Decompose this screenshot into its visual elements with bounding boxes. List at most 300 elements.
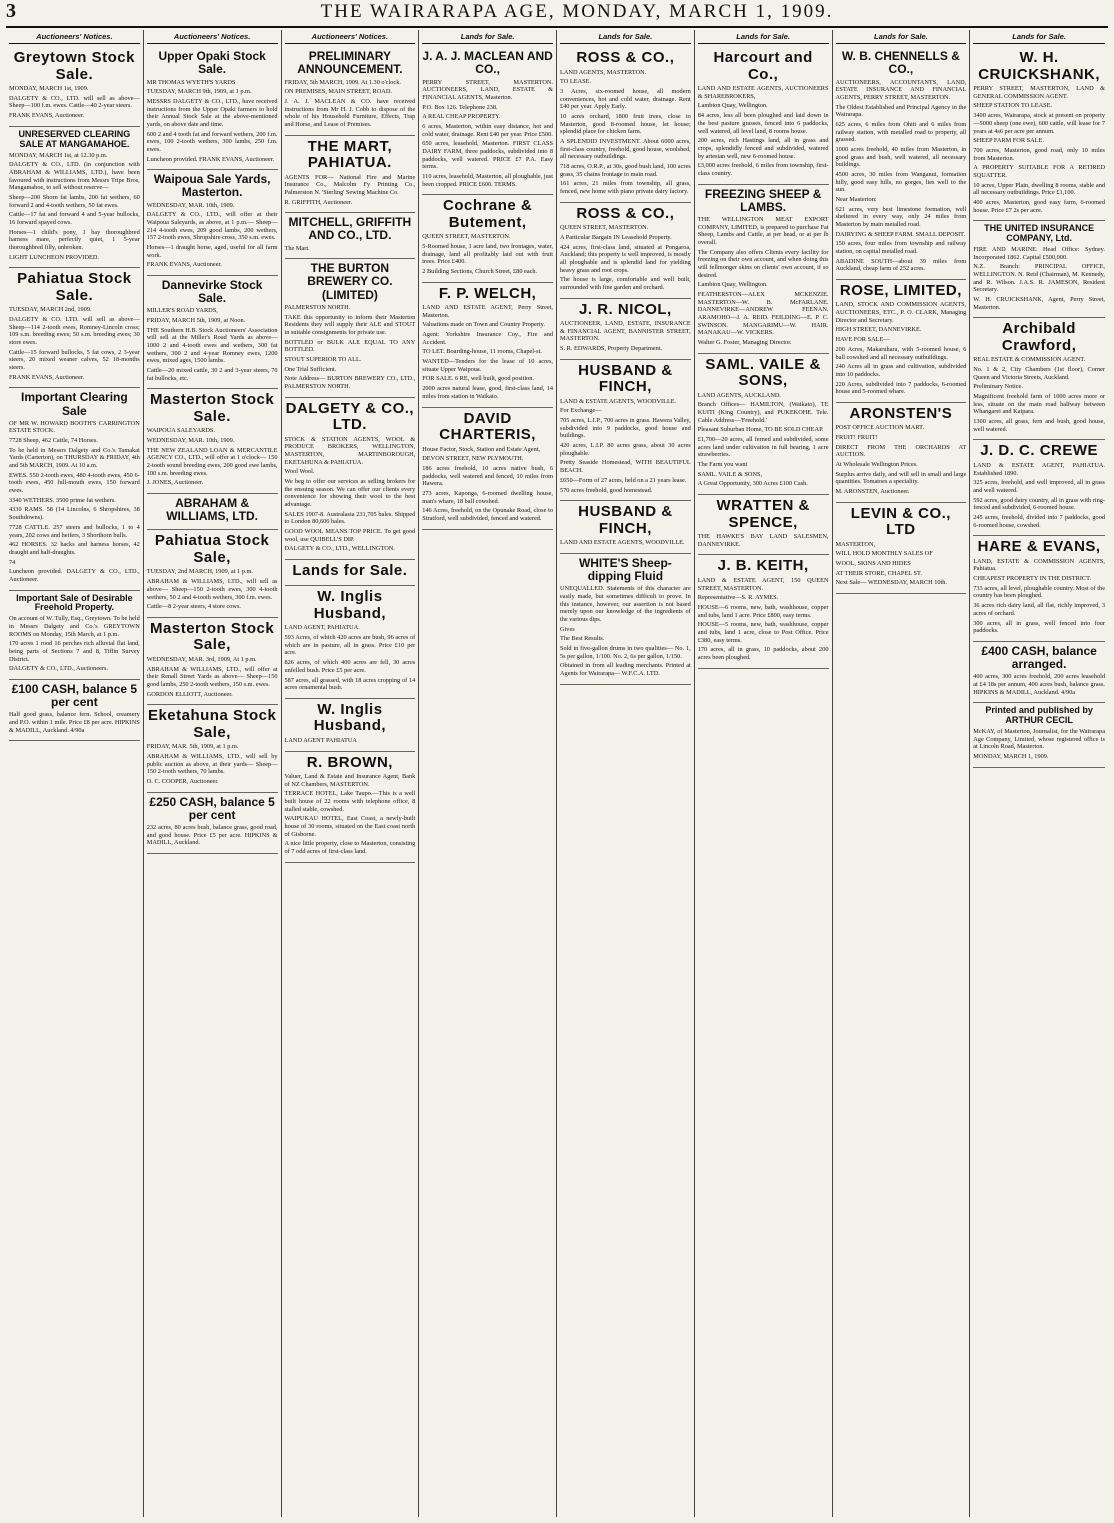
advertisement (973, 221, 1105, 318)
advertisement (973, 536, 1105, 642)
advertisement-paragraph: R. GRIFFITH, Auctioneer. (284, 198, 353, 206)
advertisement-paragraph: 650 acres, leasehold, Masterton. FIRST CLASS DAIRY FARM, three paddocks, subdivided into 8 paddocks, well watered. PRICE £7 P.A. Easy terms. (422, 140, 553, 171)
advertisement-paragraph: The Best Results. (560, 635, 605, 643)
advertisement-title: J. B. KEITH, (717, 557, 809, 575)
advertisement-paragraph: A Particular Bargain IN Leasehold Property. (560, 233, 672, 241)
advertisement-title: J. R. NICOL, (579, 300, 672, 318)
advertisement-paragraph: J. A. J. MACLEAN & CO. have received instructions from Mr H. J. Cobb to dispose of the whole of his Household Furniture, Effects, Trap and Horse, and Lease of Premises. (284, 97, 416, 128)
advertisement (285, 752, 416, 863)
advertisement-paragraph: Walter G. Foster, Managing Director. (697, 338, 792, 346)
advertisement-paragraph: 245 acres, freehold, divided into 7 paddocks, good 6-roomed house, cowshed. (973, 513, 1105, 529)
advertisement-title: LEVIN & CO., LTD (850, 504, 951, 539)
advertisement-title: Masterton Stock Sale. (150, 391, 275, 425)
advertisement-paragraph: TERRACE HOTEL, Lake Taupo.—This is a well built house of 22 rooms with telephone office, 8 stalled stable, cowshed. (284, 790, 416, 813)
advertisement-title: Important Sale of Desirable Freehold Property. (16, 592, 133, 613)
advertisement-title: J. D. C. CREWE (980, 442, 1099, 460)
advertisement (973, 642, 1105, 703)
advertisement-title: £400 CASH, balance arranged. (981, 643, 1097, 672)
column-heading: Lands for Sale. (973, 30, 1105, 44)
advertisement-paragraph: 718 acres, O.R.P., at 30s, good bush land, 100 acres grass, 35 chains frontage to main road. (560, 163, 691, 178)
advertisement-paragraph: GOOD WOOL MEANS TOP PRICE. To get good wool, use QUIBELL'S DIP. (284, 527, 416, 543)
advertisement-paragraph: A PROPERTY SUITABLE FOR A RETIRED SQUATTER. (973, 164, 1105, 179)
advertisement-title: Archibald Crawford, (1001, 320, 1077, 354)
advertisement-paragraph: DALGETY & CO., LTD. will sell as above— Sheep—100 f.m. ewes. Cattle—40 2-year steers. (9, 94, 140, 110)
advertisement-title: Lands for Sale. (292, 561, 408, 579)
column-5 (557, 30, 695, 1517)
advertisement-title: ABRAHAM & WILLIAMS, LTD. (166, 496, 258, 524)
advertisement-paragraph: 300 acres, all in grass, well fenced into four paddocks. (973, 619, 1105, 635)
advertisement (973, 318, 1105, 440)
advertisement-paragraph: FRANK EVANS, Auctioneer. (9, 373, 85, 381)
advertisement-paragraph: MONDAY, MARCH 1st, 1909. (9, 85, 89, 93)
advertisement-paragraph: LAND AND ESTATE AGENTS, WOODVILLE. (560, 539, 685, 547)
column-1 (6, 30, 144, 1517)
advertisement-paragraph: No. 1 & 2, City Chambers (1st floor), Corner Queen and Victoria Streets, Auckland. (973, 366, 1105, 381)
advertisement-paragraph: DAIRYING & SHEEP FARM. SMALL DEPOSIT. (835, 230, 966, 238)
advertisement-paragraph: FRIDAY, MAR. 5th, 1909, at 1 p.m. (146, 743, 239, 751)
advertisement-title: Greytown Stock Sale. (13, 49, 135, 83)
advertisement (560, 360, 691, 501)
advertisement-title: £250 CASH, balance 5 per cent (149, 794, 275, 822)
advertisement (836, 280, 967, 403)
advertisement (285, 213, 416, 259)
advertisement-paragraph: On account of W. Tully, Esq., Greytown. To be held in Messrs Dalgety and Co.'s GREYTOWN ROOMS on Monday, 15th March, at 1 p.m. (9, 615, 140, 638)
advertisement-paragraph: 700 acres, Masterton, good road, only 10 miles from Masterton. (973, 146, 1105, 162)
advertisement-paragraph: 186 acres freehold, 10 acres native bush, 6 paddocks, well watered and fenced, 10 miles from Hawera. (422, 464, 553, 488)
advertisement-title: W. B. CHENNELLS & CO., (841, 49, 960, 77)
advertisement-paragraph: Cattle—8 2-year steers, 4 store cows. (146, 603, 242, 611)
column-heading: Auctioneers' Notices. (285, 30, 416, 44)
advertisement-paragraph: LAND, STOCK AND COMMISSION AGENTS, AUCTIONEERS, ETC., P. O. CLARK, Managing Director and Secretary. (835, 301, 967, 324)
advertisement-paragraph: LAND AGENTS, MASTERTON. (560, 68, 647, 76)
advertisement-paragraph: 74 (9, 558, 16, 566)
advertisement-paragraph: AT THEIR STORE, CHAPEL ST. (835, 569, 922, 577)
advertisement-paragraph: LAND AGENT PAHIATUA (284, 736, 357, 744)
advertisement-paragraph: LAND & ESTATE AGENT, PAHIATUA. Established 1890. (973, 461, 1105, 477)
advertisement-paragraph: Lambton Quay, Wellington. (697, 102, 768, 110)
advertisement-paragraph: THE HAWKE'S BAY LAND SALESMEN, DANNEVIRKE. (697, 533, 829, 548)
advertisement-paragraph: Luncheon provided. FRANK EVANS, Auctioneer. (146, 155, 275, 163)
advertisement-paragraph: 6 acres, Masterton, within easy distance, hot and cold water, drainage. Rent £40 per year. Price £500. (422, 122, 553, 138)
advertisement-paragraph: FEATHERSTON—ALEX MCKENZIE. MASTERTON—W. B. McFARLANE. DANNEVIRKE—ANDREW FEENAN. ARAMOHO—J. A. REID. FEILDING—E. P. C. SWINSON. MANGARIMU—W. HAIR. MANAKAU—W. VICKERS. (697, 290, 829, 337)
advertisement-paragraph: £1,700—20 acres, all ferned and subdivided, some acres land under cultivation in full bearing, 1 acre strawberries. (697, 436, 829, 459)
advertisement-paragraph: To be held in Messrs Dalgety and Co.'s Tamakai Yards (Carterton), on THURSDAY & FRIDAY, 4th and 5th MARCH, 1909. At 10 a.m. (9, 446, 140, 470)
advertisement-paragraph: WAIPUKAU HOTEL, East Coast, a newly-built house of 30 rooms, situated on the East coast north of Gisborne. (284, 815, 416, 838)
advertisement (285, 136, 416, 214)
advertisement-paragraph: £3,000 acres freehold, 6 miles from township, first-class country. (697, 162, 829, 177)
advertisement-paragraph: 170 acres 1 rood 16 perches rich alluvial flat land, being parts of Sections 7 and 8, Tiffin Survey District. (9, 640, 140, 663)
advertisement-paragraph: 3340 WETHERS. 3500 prime fat wethers. (9, 496, 116, 504)
advertisement (422, 47, 553, 195)
advertisement (9, 388, 140, 590)
advertisement-paragraph: QUEEN STREET, MASTERTON. (560, 224, 649, 232)
advertisement-paragraph: Near Masterton: (835, 195, 877, 203)
advertisement (147, 793, 278, 854)
advertisement (147, 47, 278, 170)
advertisement-paragraph: MONDAY, MARCH 1, 1909. (973, 753, 1049, 761)
advertisement-paragraph: Valuations made on Town and Country Property. (422, 321, 545, 329)
advertisement-title: W. Inglis Husband, (313, 700, 387, 735)
advertisement-paragraph: Surplus arrive daily, and will sell in small and large quantities. Tomatoes a speciality. (835, 470, 967, 486)
advertisement-paragraph: DALGETY & CO., LTD. (in conjunction with ABRAHAM & WILLIAMS, LTD.), have been favoured with instructions from Messrs Tripe Bros, Mangamahoe, to sell without reserve— (9, 161, 140, 192)
advertisement (422, 195, 553, 282)
advertisement-paragraph: For Exchange— (560, 407, 602, 415)
advertisement-paragraph: AUCTIONEER, LAND, ESTATE, INSURANCE & FINANCIAL AGENT, BANNISTER STREET, MASTERTON. (560, 320, 691, 343)
advertisement-paragraph: STOCK & STATION AGENTS, WOOL & PRODUCE BROKERS, WELLINGTON, MASTERTON, MARTINBOROUGH, EKETAHUNA & PAHIATUA. (284, 435, 416, 466)
advertisement-paragraph: UNEQUALLED. Statements of this character are easily made, but sometimes difficult to prove. In this instance, however, our assertion is not based merely upon our knowledge of the ingredients of the various dips. (560, 585, 691, 623)
advertisement-paragraph: SHEEP STATION TO LEASE. (973, 102, 1053, 110)
advertisement-title: Pahiatua Stock Sale. (17, 270, 132, 304)
advertisement-paragraph: £650—Form of 27 acres, held on a 21 years lease. (560, 476, 687, 484)
advertisement-paragraph: OF MR W. HOWARD BOOTH'S CARRINGTON ESTATE STOCK. (9, 419, 140, 435)
columns-container (6, 30, 1108, 1517)
advertisement (698, 555, 829, 668)
advertisement-paragraph: FRANK EVANS, Auctioneer. (9, 112, 85, 120)
advertisement-paragraph: Magnificent freehold farm of 1000 acres more or less, situate on the main road halfway between Whangarei and Kaipara. (973, 393, 1105, 416)
advertisement-paragraph: Luncheon provided. DALGETY & CO., LTD., Auctioneer. (9, 568, 140, 583)
advertisement-paragraph: FRUIT! FRUIT! (835, 434, 878, 442)
advertisement-paragraph: McKAY, of Masterton, Journalist, for the Wairarapa Age Company, Limited, whose registered office is at Lincoln Road, Masterton. (973, 728, 1105, 751)
advertisement-title: DAVID CHARTERIS, (439, 409, 536, 443)
advertisement-paragraph: A Great Opportunity, 300 Acres £100 Cash. (697, 480, 808, 488)
advertisement-paragraph: 3400 acres, Wairarapa, stock at present on property—5000 sheep (one ewe), 600 cattle, will lease for 7 years at 4s6 per acre per annum. (973, 112, 1105, 135)
advertisement-paragraph: The house is large, comfortable and well built, surrounded with fine garden and orchard. (560, 276, 691, 291)
advertisement-title: UNRESERVED CLEARING SALE AT MANGAMAHOE. (18, 128, 131, 149)
advertisement-paragraph: WEDNESDAY, MAR. 10th, 1909. (146, 437, 235, 445)
advertisement-paragraph: MILLER'S ROAD YARDS, (146, 307, 218, 315)
advertisement-paragraph: 5-Roomed house, 1 acre land, two frontages, water, drainage, land all profitably laid out with fruit trees. Price £400. (422, 242, 553, 266)
advertisement-paragraph: At Wholesale Wellington Prices. (835, 461, 918, 469)
advertisement-paragraph: Next Sale— WEDNESDAY, MARCH 10th. (835, 579, 947, 587)
column-heading: Auctioneers' Notices. (147, 30, 278, 44)
advertisement-paragraph: HAVE FOR SALE— (835, 336, 890, 344)
advertisement-paragraph: 273 acres, Kaponga, 6-roomed dwelling house, man's whare, 18 ball cowshed. (422, 489, 553, 505)
advertisement-paragraph: One Trial Sufficient. (284, 365, 337, 373)
advertisement-title: HUSBAND & FINCH, (578, 361, 673, 396)
advertisement-paragraph: Horses—1 draught horse, aged, useful for all farm work. (146, 243, 278, 259)
advertisement-paragraph: WEDNESDAY, MAR. 10th, 1909. (146, 201, 235, 209)
advertisement-paragraph: DALGETY & CO. LTD. will sell as above— Sheep—114 2-tooth ewes, Romney-Lincoln cross; 109 s.m. breeding ewes; 50 s.m. breeding ewes; 30 store ewes. (9, 316, 140, 347)
advertisement-paragraph: POST OFFICE AUCTION MART. (835, 424, 925, 432)
advertisement-paragraph: 570 acres freehold, good homestead. (560, 486, 653, 494)
advertisement-paragraph: P.O. Box 126. Telephone 238. (422, 103, 498, 111)
advertisement-paragraph: Obtained in from all leading merchants. Printed at Agents for Wairarapa— W.F.C.A. LTD. (560, 662, 691, 677)
advertisement-paragraph: 36 acres rich dairy land, all flat, richly improved, 3 acres of orchard. (973, 602, 1105, 617)
advertisement-paragraph: FIRE AND MARINE. Head Office: Sydney. Incorporated 1862. Capital £500,000. (973, 246, 1105, 261)
advertisement (422, 283, 553, 408)
advertisement-paragraph: 110 acres, leasehold, Masterton, all ploughable, just been cropped. PRICE £600. TERMS. (422, 172, 553, 188)
advertisement-title: MITCHELL, GRIFFITH AND CO., LTD. (288, 215, 412, 243)
advertisement-paragraph: Cattle—17 fat and forward 4 and 5-year bullocks, 16 forward spayed cows. (9, 211, 140, 226)
column-heading: Lands for Sale. (836, 30, 967, 44)
advertisement-paragraph: LAND AGENT, PAHIATUA. (284, 624, 360, 632)
advertisement-paragraph: Horses—1 child's pony, 1 bay thoroughbred harness mare, perfectly quiet, 1 5-year thoroughbred filly, unbroken. (9, 228, 140, 251)
advertisement (422, 408, 553, 530)
advertisement-title: Masterton Stock Sale, (150, 619, 275, 654)
advertisement-paragraph: DALGETY & CO., LTD., will offer at their Waipoua Saleyards, as above, at 1 p.m.— Sheep—214 4-tooth ewes, 209 good lambs, 200 wethers, 157 2-tooth ewes, Shropshire cross, 350 s.m. ewes. (146, 211, 278, 242)
advertisement (9, 591, 140, 680)
advertisement-paragraph: 7728 CATTLE. 257 steers and bullocks, 1 to 4 years, 202 cows and heifers, 3 Shorthorn bulls. (9, 523, 140, 539)
advertisement-paragraph: 161 acres, 21 miles from township, all grass, fenced, new home with piano private dairy factory. (560, 180, 691, 196)
advertisement-paragraph: We beg to offer our services as selling brokers for the ensuing season. We can offer our clients every convenience for showing their wool to the best advantage. (284, 477, 416, 508)
advertisement-paragraph: The Oldest Established and Principal Agency in the Wairarapa. (835, 103, 967, 119)
advertisement-paragraph: WOOL, SKINS AND HIDES (835, 560, 911, 568)
advertisement-paragraph: Pleasant Suburban Home, TO BE SOLD CHEAP. (697, 426, 824, 434)
advertisement (973, 47, 1105, 221)
advertisement-paragraph: 240 Acres all in grass and cultivation, subdivided into 10 paddocks. (835, 363, 967, 378)
advertisement-paragraph: 220 Acres, subdivided into 7 paddocks, 6-roomed house and 5-roomed whare. (835, 380, 967, 396)
advertisement-title: ROSS & CO., (576, 204, 675, 222)
advertisement-paragraph: AGENTS FOR— National Fire and Marine Insurance Co., Malcolm Fy Printing Co., Palmerston N. 'Sterling' Sewing Machine Co. (284, 173, 416, 196)
advertisement-paragraph: FOR SALE. 6 RE, well built, good position. (422, 375, 535, 383)
advertisement-paragraph: Sheep—200 Shorn fat lambs, 200 fat wethers, 60 forward 2 and 4-tooth wethers, 50 fat ewes. (9, 193, 140, 209)
advertisement-paragraph: A SPLENDID INVESTMENT. About 6000 acres, first-class country, freehold, good house, woolshed, all necessary outbuildings. (560, 138, 691, 161)
advertisement-paragraph: TUESDAY, MARCH 9th, 1909, at 1 p.m. (146, 88, 252, 96)
column-3 (282, 30, 420, 1517)
advertisement (9, 127, 140, 269)
column-6 (695, 30, 833, 1517)
advertisement-paragraph: ABRAHAM & WILLIAMS, LTD., will sell by public auction as above, at their yards— Sheep—150 2-tooth wethers, 70 lambs. (146, 752, 278, 776)
advertisement-paragraph: 592 acres, good dairy country, all in grass with ring-fenced and subdivided, 6-roomed house. (973, 496, 1105, 512)
advertisement-paragraph: Branch Offices— HAMILTON, (Waikato), TE KUITI (King Country), and PUKEKOHE. Tele. Cable Address—'Freehold.' (697, 401, 829, 424)
column-4 (419, 30, 557, 1517)
advertisement-paragraph: 7728 Sheep, 462 Cattle, 74 Horses. (9, 437, 98, 445)
advertisement-title: THE UNITED INSURANCE COMPANY, Ltd. (984, 223, 1095, 244)
column-heading: Lands for Sale. (422, 30, 553, 44)
advertisement-paragraph: WANTED—Tenders for the lease of 10 acres, situate Upper Waipoua. (422, 358, 553, 373)
advertisement-title: Harcourt and Co., (713, 49, 813, 83)
advertisement-title: HARE & EVANS, (977, 538, 1101, 556)
advertisement-paragraph: ON PREMISES, MAIN STREET, ROAD. (284, 88, 392, 96)
advertisement-title: W. H. CRUICKSHANK, (978, 49, 1101, 83)
advertisement (9, 680, 140, 741)
advertisement-title: Eketahuna Stock Sale, (147, 707, 277, 741)
advertisement-paragraph: 424 acres, first-class land, situated at Pongaroa, Auckland; this property is well improved, is mostly all ploughable and is splendid land for yielding heavy grass and root crops. (560, 243, 691, 274)
advertisement-paragraph: 10 acres, Upper Plain, dwelling 8 rooms, stable and all necessary outbuildings. Price £1,100. (973, 181, 1105, 197)
advertisement-paragraph: MESSRS DALGETY & CO., LTD., have received instructions from the Upper Opaki farmers to hold their Annual Stock Sale at the above-mentioned yards, on above date and time. (146, 97, 278, 128)
advertisement (147, 705, 278, 792)
advertisement-paragraph: Cattle—15 forward bullocks, 5 fat cows, 2 3-year steers, 20 mixed weaner calves, 52 18-months steers. (9, 348, 140, 372)
newspaper-title: THE WAIRARAPA AGE, MONDAY, MARCH 1, 1909. (320, 1, 834, 22)
advertisement-paragraph: A REAL CHEAP PROPERTY. (422, 113, 501, 121)
advertisement-paragraph: WILL HOLD MONTHLY SALES OF (835, 550, 933, 558)
advertisement (836, 47, 967, 280)
advertisement (147, 389, 278, 494)
advertisement (147, 276, 278, 389)
advertisement-title: Important Clearing Sale (21, 390, 128, 418)
advertisement-paragraph: 170 acres, all in grass, 10 paddocks, about 200 acres been ploughed. (697, 646, 829, 661)
advertisement-paragraph: The Company also offers Clients every facility for freezing on their own account, and when doing this will fellmonger skins on clients' own account, if so desired. (697, 248, 829, 279)
advertisement-paragraph: 400 acres, 300 acres freehold, 200 acres leasehold at £4 18s per annum, 400 acres bush, balance grass. HIPKINS & MADILL, Auckland. 4/90a (973, 673, 1105, 696)
advertisement (560, 203, 691, 299)
advertisement-paragraph: TUESDAY, 2nd MARCH, 1909, at 1 p.m. (146, 568, 253, 576)
advertisement-paragraph: PERRY STREET, MASTERTON. AUCTIONEERS, LAND, ESTATE & FINANCIAL AGENTS, Masterton. (422, 78, 553, 101)
advertisement (147, 618, 278, 705)
advertisement-paragraph: STOUT SUPERIOR TO ALL. (284, 355, 362, 363)
column-8 (970, 30, 1108, 1517)
advertisement-paragraph: LAND AND ESTATE AGENTS, AUCTIONEERS & SHAREBROKERS, (697, 85, 829, 100)
advertisement-paragraph: SALES 1907-8. Australasia 231,705 bales. Shipped to London 80,606 bales. (284, 510, 416, 526)
advertisement (147, 530, 278, 617)
advertisement-paragraph: 146 Acres, freehold, on the Opunake Road, close to Stratford, well subdivided, fenced and watered. (422, 507, 553, 522)
advertisement-paragraph: THE Southern H.B. Stock Auctioneers' Association will sell at the Miller's Road Yards as above— 1000 2 and 4-tooth ewes and wethers, 300 fat wethers, 300 2 and 4-year Romney ewes, 1200 ewes, mixed ages, 1500 lambs. (146, 326, 278, 365)
advertisement-title: FREEZING SHEEP & LAMBS. (704, 186, 822, 214)
advertisement-paragraph: M. ARONSTEN, Auctioneer. (835, 488, 910, 496)
advertisement-title: ROSE, LIMITED, (839, 281, 962, 299)
advertisement-paragraph: FRIDAY, 5th MARCH, 1909. At 1.30 o'clock. (284, 78, 401, 86)
advertisement-paragraph: TO LET. Boarding-house, 11 rooms, Chapel-st. (422, 348, 542, 356)
advertisement-paragraph: LAND, ESTATE & COMMISSION AGENTS, Pahiatua. (973, 557, 1105, 573)
advertisement (698, 354, 829, 495)
advertisement-paragraph: LAND AGENTS, AUCKLAND. (697, 391, 782, 399)
advertisement (285, 259, 416, 397)
advertisement-title: ROSS & CO., (576, 49, 675, 67)
advertisement-paragraph: 826 acres, of which 400 acres are fell, 30 acres unfelled bush. Price £5 per acre. (284, 659, 416, 674)
advertisement-paragraph: EWES. 550 2-tooth ewes, 480 4-tooth ewes, 450 6-tooth ewes, 450 full-mouth ewes, 150 forward ewes. (9, 471, 140, 495)
advertisement-paragraph: ABADINE SOUTH—about 39 miles from Auckland, cheap farm of 252 acres. (835, 257, 967, 273)
advertisement-title: WHITE'S Sheep-dipping Fluid (578, 555, 672, 584)
advertisement-paragraph: HIGH STREET, DANNEVIRKE. (835, 326, 922, 334)
advertisement-paragraph: LAND AND ESTATE AGENT, Perry Street, Masterton. (422, 304, 553, 319)
advertisement-paragraph: Wool Wool. (284, 468, 315, 476)
column-heading: Auctioneers' Notices. (9, 30, 140, 44)
advertisement (9, 47, 140, 127)
advertisement-paragraph: LAND & ESTATE AGENT, 150 QUEEN STREET, MASTERTON. (697, 576, 829, 592)
advertisement-paragraph: QUEEN STREET, MASTERTON. (422, 233, 511, 241)
column-heading: Lands for Sale. (698, 30, 829, 44)
advertisement-paragraph: O. C. COOPER, Auctioneer. (146, 777, 219, 785)
advertisement-paragraph: Cattle—20 mixed cattle, 30 2 and 3-year steers, 70 fat bullocks, etc. (146, 367, 278, 382)
advertisement-paragraph: 2 Building Sections, Church Street, £80 each. (422, 267, 538, 275)
advertisement (285, 398, 416, 560)
advertisement-title: THE MART, PAHIATUA. (307, 137, 393, 172)
advertisement-title: Waipoua Sale Yards, Masterton. (153, 172, 271, 200)
advertisement-paragraph: DEVON STREET, NEW PLYMOUTH. (422, 455, 524, 463)
advertisement-paragraph: 1000 acres freehold, 40 miles from Masterton, in good grass and bush, well watered, all necessary buildings. (835, 145, 967, 169)
advertisement-paragraph: 400 acres, Masterton, good easy farm, 6-roomed house. Price £7 2s per acre. (973, 198, 1105, 214)
advertisement-paragraph: TAKE this opportunity to inform their Masterton Residents they will supply their ALE and STOUT in suitable consignments for private use. (284, 313, 416, 336)
column-7 (833, 30, 971, 1517)
advertisement (698, 47, 829, 184)
column-heading: Lands for Sale. (560, 30, 691, 44)
advertisement-paragraph: N.Z. Branch: PRINCIPAL OFFICE, WELLINGTON. N. Reid (Chairman), M. Kennedy, and R. Wilson. J.A.S. R. JAMESON, Resident Secretary. (973, 263, 1105, 294)
advertisement-paragraph: HOUSE—6 rooms, new, bath, washhouse, copper and tubs, land 1 acre. Price £800, easy terms. (697, 603, 829, 619)
advertisement-title: ARONSTEN'S (849, 404, 953, 422)
advertisement-paragraph: GORDON ELLIOTT, Auctioneer. (146, 690, 233, 698)
advertisement-paragraph: 733 acres, all level, ploughable country. Most of the country has been ploughed. (973, 584, 1105, 600)
advertisement-paragraph: WEDNESDAY, MAR. 3rd, 1909, At 1 p.m. (146, 655, 257, 663)
advertisement (560, 299, 691, 360)
advertisement-paragraph: 705 acres, L.I.P., 700 acres in grass. Hawera Valley, subdivided into 9 paddocks, good house and buildings. (560, 417, 691, 440)
advertisement-paragraph: ABRAHAM & WILLIAMS, LTD., will offer at their Renall Street Yards as above— Sheep—150 good lambs, 250 2-tooth wethers, 150 s.m. ewes. (146, 665, 278, 688)
advertisement-paragraph: Note Address— BURTON BREWERY CO., LTD., PALMERSTON NORTH. (284, 375, 416, 390)
advertisement (836, 503, 967, 594)
advertisement-paragraph: THE WELLINGTON MEAT EXPORT COMPANY, LIMITED, is prepared to purchase Fat Sheep, Lambs and Cattle, at per head, or at per lb overall. (697, 215, 829, 246)
advertisement-paragraph: 621 acres, very best limestone formation, well sheltered in every way, only 24 miles from Masterton by main metalled road. (835, 205, 967, 228)
advertisement (285, 699, 416, 752)
advertisement-paragraph: The Farm you want (697, 461, 748, 469)
advertisement-title: R. BROWN, (306, 753, 393, 771)
advertisement-paragraph: Sold in five-gallon drums in two qualities— No. 1, 5s per gallon, 1/100. No. 2, 6s per gallon, 1/150. (560, 644, 691, 660)
advertisement-paragraph: W. H. CRUICKSHANK, Agent, Perry Street, Masterton. (973, 296, 1105, 311)
advertisement (973, 703, 1105, 767)
advertisement-paragraph: A nice little property, close to Masterton, consisting of 7 odd acres of first-class land. (284, 840, 416, 856)
advertisement-paragraph: 10 acres orchard, 1800 fruit trees, close to Masterton, good 8-roomed house, let house; splendid place for chicken farm. (560, 113, 691, 136)
advertisement-paragraph: MASTERTON, (835, 540, 876, 548)
advertisement-paragraph: CHEAPEST PROPERTY IN THE DISTRICT. (973, 575, 1092, 583)
advertisement-paragraph: 84 acres, less all been ploughed and laid down in the best pasture grasses, fenced into 6 paddocks, well watered, all level land, 8 rooms house. (697, 112, 829, 135)
advertisement-paragraph: 3 Acres, six-roomed house, all modern conveniences, hot and cold water, drainage. Rent £40 per year. Apply Early. (560, 87, 691, 111)
advertisement-paragraph: FRIDAY, MARCH 5th, 1909, at Noon. (146, 317, 246, 325)
advertisement-title: THE BURTON BREWERY CO. (LIMITED) (307, 261, 393, 302)
advertisement-paragraph: PALMERSTON NORTH. (284, 303, 351, 311)
advertisement-paragraph: BOTTLED or BULK ALE EQUAL TO ANY BOTTLED. (284, 338, 416, 354)
advertisement (147, 170, 278, 276)
advertisement-title: Printed and published by ARTHUR CECIL (985, 705, 1093, 726)
advertisement-paragraph: 420 acres, L.I.P. 80 acres grass, about 30 acres ploughable. (560, 442, 691, 457)
advertisement-paragraph: 4500 acres, 30 miles from Wanganui, formation hilly, good easy hills, no gorges, lies well to the sun. (835, 170, 967, 194)
advertisement-title: J. A. J. MACLEAN AND CO., (422, 49, 553, 77)
advertisement-paragraph: The Mart. (284, 244, 310, 252)
advertisement-paragraph: WAIPOUA SALEYARDS. (146, 427, 215, 435)
advertisement-title: DALGETY & CO., LTD. (285, 399, 415, 434)
advertisement-paragraph: SHEEP FARM FOR SALE. (973, 137, 1044, 145)
advertisement-paragraph: 600 2 and 4 tooth fat and forward wethers, 200 f.m. ewes, 100 2-tooth wethers, 300 lambs, 250 f.m. ewes. (146, 130, 278, 153)
advertisement-paragraph: House Factor, Stock, Station and Estate Agent, (422, 445, 541, 453)
advertisement (698, 495, 829, 555)
advertisement (285, 586, 416, 698)
advertisement-paragraph: 625 acres, 6 miles from Ohiti and 6 miles from railway station, with metalled road to property, all grassed. (835, 120, 967, 144)
page-number: 3 (6, 0, 16, 22)
advertisement-paragraph: 200 acres, rich Hastings land, all in grass and crops, splendidly fenced and subdivided, watered by artesian well, new 6-roomed house. (697, 137, 829, 160)
advertisement (973, 440, 1105, 536)
advertisement-paragraph: DIRECT FROM THE ORCHARDS AT AUCTION. (835, 443, 967, 459)
advertisement (836, 403, 967, 503)
advertisement-paragraph: S. R. EDWARDS, Property Department. (560, 345, 663, 353)
advertisement-paragraph: Valuer, Land & Estate and Insurance Agent, Bank of NZ Chambers, MASTERTON. (284, 773, 416, 788)
advertisement-paragraph: MR THOMAS WYETH'S YARDS (146, 78, 236, 86)
advertisement-paragraph: Lambton Quay, Wellington. (697, 281, 768, 289)
advertisement-paragraph: THE NEW ZEALAND LOAN & MERCANTILE AGENCY CO., LTD., will offer at 1 o'clock— 150 2-tooth sound breeding ewes, 200 good ewe lambs, 100 s.m. breeding ewes. (146, 446, 278, 477)
advertisement-title: W. Inglis Husband, (313, 588, 387, 622)
advertisement-paragraph: DALGETY & CO., LTD., Auctioneers. (9, 665, 109, 673)
advertisement-title: SAML. VAILE & SONS, (705, 355, 821, 390)
advertisement-paragraph: REAL ESTATE & COMMISSION AGENT. (973, 356, 1086, 364)
advertisement-paragraph: J. JONES, Auctioneer. (146, 479, 204, 487)
advertisement-paragraph: HOUSE—5 rooms, new, bath, washhouse, copper and tubs, land 1 acre, close to Post Office. Price £380, easy terms. (697, 621, 829, 644)
advertisement-paragraph: ABRAHAM & WILLIAMS, LTD., will sell as above— Sheep—150 2-tooth ewes, 300 4-tooth wethers, 50 2 and 4-tooth wethers, 300 f.m. ewes. (146, 578, 278, 601)
advertisement-title: HUSBAND & FINCH, (578, 503, 673, 537)
column-2 (144, 30, 282, 1517)
advertisement (560, 47, 691, 203)
advertisement-paragraph: 462 HORSES. 32 hacks and harness horses, 42 draught and half-draughts. (9, 541, 140, 556)
advertisement (147, 494, 278, 530)
advertisement-paragraph: Representative—S. R. AYMES. (697, 594, 779, 602)
advertisement-paragraph: Preliminary Notice. (973, 383, 1023, 391)
advertisement (9, 268, 140, 388)
advertisement (285, 560, 416, 587)
advertisement-title: Dannevirke Stock Sale. (161, 277, 263, 306)
advertisement (560, 501, 691, 554)
advertisement (560, 554, 691, 685)
advertisement-paragraph: Pretty Seaside Homestead, WITH BEAUTIFUL BEACH. (560, 459, 691, 475)
advertisement-paragraph: PERRY STREET, MASTERTON, LAND & GENERAL COMMISSION AGENT. (973, 85, 1105, 100)
advertisement-paragraph: 325 acres, freehold, and well improved, all in grass and well watered. (973, 479, 1105, 494)
advertisement-paragraph: SAML. VAILE & SONS, (697, 470, 763, 478)
advertisement-paragraph: AUCTIONEERS, ACCOUNTANTS, LAND, ESTATE INSURANCE AND FINANCIAL AGENTS, PERRY STREET, MASTERTON. (835, 78, 967, 101)
advertisement-paragraph: TO LEASE. (560, 78, 592, 86)
advertisement-paragraph: 200 Acres, Makaruhara, with 5-roomed house, 6 ball cowshed and all necessary outbuildings. (835, 345, 967, 361)
